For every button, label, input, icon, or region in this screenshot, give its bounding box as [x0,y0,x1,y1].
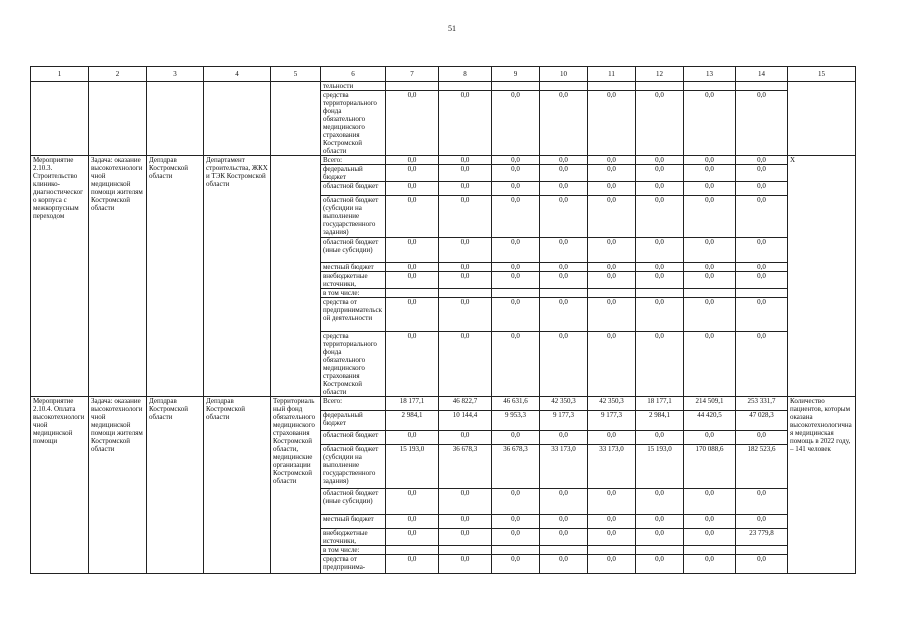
value-cell [386,289,439,298]
column-header: 14 [736,67,788,82]
value-cell: 33 173,0 [540,445,588,489]
value-cell: 0,0 [636,238,684,263]
value-cell: 0,0 [492,489,540,515]
column-header: 7 [386,67,439,82]
table-row [31,82,856,91]
value-cell: 15 193,0 [636,445,684,489]
value-cell: 0,0 [386,165,439,182]
source-cell: средства территориального фонда обязательного медицинского страхования Костромской области [321,332,386,397]
value-cell: 0,0 [439,529,492,546]
value-cell: 42 350,3 [588,397,636,411]
value-cell: 0,0 [492,431,540,445]
value-cell: 0,0 [736,196,788,238]
column-header: 3 [147,67,204,82]
value-cell: 0,0 [736,182,788,196]
value-cell: 182 523,6 [736,445,788,489]
value-cell: 0,0 [736,238,788,263]
result-cell: Количество пациентов, которым оказана высокотехнологичная медицинская помощь в 2022 году, – 141 человек [788,397,856,574]
value-cell: 2 984,1 [636,411,684,431]
value-cell: 0,0 [386,298,439,332]
source-cell: федеральный бюджет [321,165,386,182]
value-cell: 0,0 [736,165,788,182]
value-cell [540,546,588,555]
value-cell: 0,0 [588,165,636,182]
task-cell: Задача: оказание высокотехнологичной медицинской помощи жителям Костромской области [89,397,147,574]
value-cell: 0,0 [540,515,588,529]
value-cell [588,82,636,91]
participant-cell [271,156,321,397]
value-cell: 36 678,3 [492,445,540,489]
executor-cell: Депздрав Костромской области [147,156,204,397]
value-cell: 0,0 [684,272,736,289]
value-cell: 0,0 [588,238,636,263]
source-cell: средства от предпринимательской деятельности [321,298,386,332]
value-cell: 0,0 [588,332,636,397]
column-header: 4 [204,67,271,82]
value-cell: 9 953,3 [492,411,540,431]
value-cell: 0,0 [386,489,439,515]
value-cell: 0,0 [636,156,684,165]
value-cell [386,546,439,555]
value-cell: 0,0 [636,182,684,196]
value-cell: 10 144,4 [439,411,492,431]
budget-table [30,66,856,574]
value-cell: 23 779,8 [736,529,788,546]
value-cell: 0,0 [540,431,588,445]
value-cell: 0,0 [492,91,540,156]
value-cell: 0,0 [386,529,439,546]
value-cell: 0,0 [636,529,684,546]
source-cell: внебюджетные источники, [321,529,386,546]
value-cell: 0,0 [588,272,636,289]
column-header: 1 [31,67,89,82]
value-cell [439,289,492,298]
value-cell: 42 350,3 [540,397,588,411]
value-cell: 0,0 [636,515,684,529]
value-cell: 0,0 [492,272,540,289]
value-cell: 0,0 [386,91,439,156]
value-cell: 0,0 [439,555,492,574]
value-cell: 0,0 [636,332,684,397]
value-cell: 0,0 [439,298,492,332]
value-cell [736,546,788,555]
value-cell: 0,0 [636,298,684,332]
measure-cell: Мероприятие 2.10.4. Оплата высокотехнологичной медицинской помощи [31,397,89,574]
value-cell [736,82,788,91]
source-cell: Всего: [321,156,386,165]
value-cell [636,82,684,91]
value-cell: 0,0 [439,182,492,196]
value-cell: 0,0 [386,431,439,445]
value-cell: 15 193,0 [386,445,439,489]
column-header: 6 [321,67,386,82]
value-cell: 0,0 [636,555,684,574]
value-cell: 0,0 [540,165,588,182]
value-cell: 0,0 [684,515,736,529]
column-header: 9 [492,67,540,82]
value-cell: 0,0 [540,91,588,156]
value-cell: 0,0 [684,332,736,397]
empty-cell [204,82,271,156]
value-cell: 0,0 [386,515,439,529]
value-cell: 0,0 [588,156,636,165]
value-cell: 0,0 [736,555,788,574]
value-cell [636,546,684,555]
coexecutor-cell: Департамент строительства, ЖКХ и ТЭК Костромской области [204,156,271,397]
participant-cell: Территориальный фонд обязательного медицинского страхования Костромской области, медицинские организации Костромской области [271,397,321,574]
value-cell: 0,0 [636,431,684,445]
value-cell [588,289,636,298]
value-cell: 0,0 [684,165,736,182]
value-cell: 0,0 [492,238,540,263]
value-cell: 0,0 [540,555,588,574]
value-cell [736,289,788,298]
value-cell: 0,0 [439,156,492,165]
source-cell: средства от предпринима- [321,555,386,574]
empty-cell [31,82,89,156]
value-cell: 36 678,3 [439,445,492,489]
value-cell: 0,0 [736,91,788,156]
value-cell: 0,0 [439,165,492,182]
value-cell: 0,0 [386,182,439,196]
value-cell [684,289,736,298]
value-cell: 0,0 [386,156,439,165]
source-cell: местный бюджет [321,515,386,529]
value-cell: 0,0 [588,489,636,515]
empty-cell [271,82,321,156]
empty-cell [147,82,204,156]
empty-cell [89,82,147,156]
column-header: 15 [788,67,856,82]
value-cell: 0,0 [439,196,492,238]
value-cell: 2 984,1 [386,411,439,431]
value-cell: 0,0 [439,91,492,156]
source-cell: местный бюджет [321,263,386,272]
value-cell: 253 331,7 [736,397,788,411]
value-cell: 0,0 [492,529,540,546]
source-cell: областной бюджет [321,431,386,445]
value-cell [540,289,588,298]
value-cell: 0,0 [588,196,636,238]
value-cell: 0,0 [492,182,540,196]
value-cell: 9 177,3 [588,411,636,431]
value-cell: 0,0 [588,298,636,332]
value-cell: 0,0 [386,555,439,574]
value-cell: 0,0 [492,263,540,272]
value-cell: 0,0 [636,196,684,238]
result-cell: X [788,156,856,397]
column-header: 12 [636,67,684,82]
value-cell: 0,0 [386,272,439,289]
value-cell: 0,0 [540,332,588,397]
source-cell: внебюджетные источники, [321,272,386,289]
value-cell: 214 509,1 [684,397,736,411]
value-cell [492,82,540,91]
value-cell: 0,0 [540,298,588,332]
value-cell: 0,0 [386,238,439,263]
value-cell: 0,0 [736,272,788,289]
value-cell: 0,0 [588,431,636,445]
value-cell: 0,0 [684,91,736,156]
source-cell: областной бюджет (иные субсидии) [321,238,386,263]
value-cell [588,546,636,555]
value-cell [492,289,540,298]
value-cell: 44 420,5 [684,411,736,431]
task-cell: Задача: оказание высокотехнологичной медицинской помощи жителям Костромской области [89,156,147,397]
coexecutor-cell: Депздрав Костромской области [204,397,271,574]
source-cell: областной бюджет (субсидии на выполнение государственного задания) [321,445,386,489]
value-cell: 0,0 [736,156,788,165]
value-cell: 0,0 [684,156,736,165]
value-cell: 0,0 [540,489,588,515]
value-cell [439,82,492,91]
value-cell: 0,0 [386,263,439,272]
value-cell: 0,0 [636,165,684,182]
value-cell: 0,0 [636,263,684,272]
column-header: 2 [89,67,147,82]
source-cell: в том числе: [321,289,386,298]
source-cell: в том числе: [321,546,386,555]
value-cell: 0,0 [492,298,540,332]
value-cell: 0,0 [588,555,636,574]
value-cell: 0,0 [588,529,636,546]
source-cell: средства территориального фонда обязательного медицинского страхования Костромской области [321,91,386,156]
table-row [31,397,856,411]
value-cell: 0,0 [439,263,492,272]
value-cell: 0,0 [540,529,588,546]
value-cell: 0,0 [684,298,736,332]
value-cell: 0,0 [492,156,540,165]
value-cell: 0,0 [588,91,636,156]
value-cell: 0,0 [492,555,540,574]
column-header: 5 [271,67,321,82]
value-cell [540,82,588,91]
value-cell: 0,0 [439,489,492,515]
value-cell: 0,0 [684,182,736,196]
value-cell [386,82,439,91]
value-cell: 0,0 [588,515,636,529]
value-cell: 18 177,1 [636,397,684,411]
value-cell: 0,0 [736,332,788,397]
value-cell: 0,0 [684,263,736,272]
measure-cell: Мероприятие 2.10.3. Строительство клинико-диагностического корпуса с межкорпусным переходом [31,156,89,397]
value-cell: 0,0 [684,196,736,238]
value-cell: 0,0 [684,529,736,546]
value-cell: 0,0 [439,332,492,397]
value-cell: 0,0 [492,196,540,238]
value-cell [684,546,736,555]
value-cell: 0,0 [540,263,588,272]
column-header: 8 [439,67,492,82]
value-cell: 46 822,7 [439,397,492,411]
source-cell: Всего: [321,397,386,411]
source-cell: областной бюджет [321,182,386,196]
value-cell: 0,0 [439,515,492,529]
header-row [31,67,856,82]
value-cell: 0,0 [736,263,788,272]
value-cell: 0,0 [540,156,588,165]
value-cell: 0,0 [684,431,736,445]
value-cell: 0,0 [736,489,788,515]
source-cell: областной бюджет (субсидии на выполнение государственного задания) [321,196,386,238]
value-cell: 0,0 [736,298,788,332]
column-header: 13 [684,67,736,82]
column-header: 11 [588,67,636,82]
value-cell: 18 177,1 [386,397,439,411]
column-header: 10 [540,67,588,82]
source-cell: федеральный бюджет [321,411,386,431]
value-cell: 33 173,0 [588,445,636,489]
value-cell: 0,0 [540,272,588,289]
value-cell [636,289,684,298]
source-cell: тельности [321,82,386,91]
value-cell: 170 088,6 [684,445,736,489]
value-cell: 0,0 [386,196,439,238]
result-cell [788,82,856,156]
value-cell: 0,0 [540,196,588,238]
value-cell: 0,0 [540,238,588,263]
value-cell [492,546,540,555]
value-cell: 0,0 [636,272,684,289]
page-number: 51 [448,24,456,33]
value-cell: 0,0 [736,431,788,445]
executor-cell: Депздрав Костромской области [147,397,204,574]
value-cell: 46 631,6 [492,397,540,411]
value-cell [439,546,492,555]
value-cell: 0,0 [684,555,736,574]
value-cell: 0,0 [492,165,540,182]
value-cell: 0,0 [736,515,788,529]
value-cell: 0,0 [540,182,588,196]
value-cell: 0,0 [492,515,540,529]
value-cell: 9 177,3 [540,411,588,431]
value-cell: 0,0 [636,91,684,156]
value-cell: 0,0 [684,238,736,263]
value-cell: 0,0 [636,489,684,515]
table-row [31,156,856,165]
value-cell: 0,0 [684,489,736,515]
value-cell: 0,0 [492,332,540,397]
value-cell: 0,0 [588,263,636,272]
value-cell: 47 028,3 [736,411,788,431]
value-cell: 0,0 [439,238,492,263]
source-cell: областной бюджет (иные субсидии) [321,489,386,515]
value-cell [684,82,736,91]
value-cell: 0,0 [386,332,439,397]
value-cell: 0,0 [439,272,492,289]
value-cell: 0,0 [588,182,636,196]
value-cell: 0,0 [439,431,492,445]
